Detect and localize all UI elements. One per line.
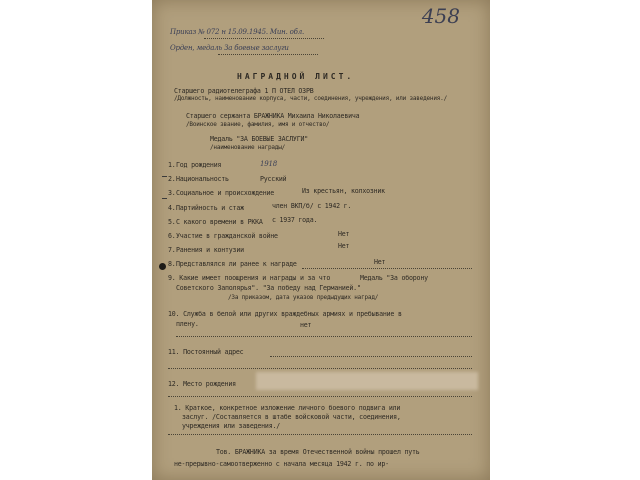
field-num-1: 1. [168,161,176,169]
field-label-previous-awards: Представлялся ли ранее к награде [176,260,297,268]
field-value-party: член ВКП/б/ с 1942 г. [272,202,352,210]
document-title: НАГРАДНОЙ ЛИСТ. [237,72,355,81]
award-hint: /наименование награды/ [210,144,286,151]
field-label-origin: Социальное и происхождение [176,189,275,197]
award-value: Медаль "ЗА БОЕВЫЕ ЗАСЛУГИ" [210,135,309,143]
field-label-party: Партийность и стаж [176,204,244,212]
item11-underline [270,356,472,357]
field-value-civil-war: Нет [338,230,350,238]
redacted-block [256,372,478,390]
field-num-6: 6. [168,232,176,240]
instruction-line-3: учреждения или заведения./ [182,422,281,430]
item10-underline [176,336,472,337]
item10-label-2: плену. [176,320,199,328]
item12-label: 12. Место рождения [168,380,236,388]
field-8-underline [302,268,472,269]
page-number: 458 [421,4,460,28]
field-value-birth-year: 1918 [260,160,278,168]
narrative-line-2: не-прерывно-самоотверженно с начала месяца 1942 г. по ир- [174,460,389,468]
position-hint: /Должность, наименование корпуса, части, соединения, учреждения, или заведения./ [174,95,447,102]
item12-underline [168,396,472,397]
field-label-service-start: С какого времени в РККА [176,218,263,226]
field-num-5: 5. [168,218,176,226]
field-value-origin: Из крестьян, колхозник [302,187,385,195]
field-value-previous-awards: Нет [374,258,386,266]
field-value-wounds: Нет [338,242,350,250]
instruction-underline [168,434,472,435]
decoration-underline [218,54,318,55]
order-underline [204,38,324,39]
field-label-birth-year: Год рождения [176,161,222,169]
field-num-8: 8. [168,260,176,268]
item9-value-2: Советского Заполярья". "За победу над Германией." [176,284,361,292]
field-value-nationality: Русский [260,175,287,183]
item9-value-1: Медаль "За оборону [360,274,428,282]
rank-name-value: Старшего сержанта БРАЖНИКА Михаила Николаевича [186,112,360,120]
field-num-3: 3. [168,189,176,197]
item11-underline-2 [168,368,472,369]
rank-name-hint: /Воинское звание, фамилия, имя и отчество/ [186,121,330,128]
item10-value: нет [300,321,312,329]
field-label-nationality: Национальность [176,175,229,183]
award-sheet [152,0,490,480]
item9-label: 9. Какие имеет поощрения и награды и за что [168,274,331,282]
item9-hint: /За приказом, дата указов предыдущих наград/ [228,294,379,301]
decoration-line: Орден, медаль За боевые заслуги [170,44,289,52]
margin-tick [162,198,167,199]
narrative-line-1: Тов. БРАЖНИКА за время Отечественной войны прошел путь [216,448,420,456]
instruction-line-2: заслуг. /Составляется в штабе войсковой части, соединения, [182,413,401,421]
field-value-service-start: с 1937 года. [272,216,318,224]
punch-hole [159,263,166,270]
order-line: Приказ № 072 н 15.09.1945. Мин. обл. [170,28,304,36]
field-num-2: 2. [168,175,176,183]
item10-label-1: 10. Служба в белой или других враждебных армиях и пребывание в [168,310,402,318]
field-label-civil-war: Участие в гражданской войне [176,232,278,240]
instruction-line-1: 1. Краткое, конкретное изложение личного боевого подвига или [174,404,401,412]
position-value: Старшего радиотелеграфа 1 П ОТЕЛ ОЗРВ [174,87,314,95]
item11-label: 11. Постоянный адрес [168,348,244,356]
margin-tick [162,176,167,177]
field-num-7: 7. [168,246,176,254]
field-num-4: 4. [168,204,176,212]
field-label-wounds: Ранения и контузии [176,246,244,254]
